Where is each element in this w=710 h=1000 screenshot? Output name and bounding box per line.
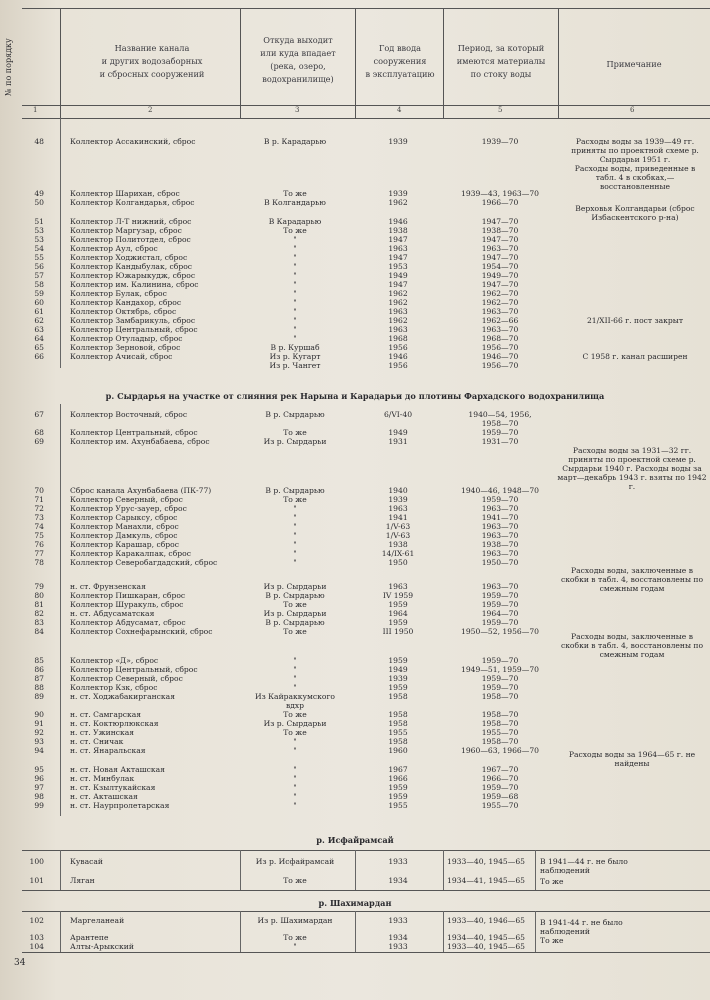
table-row: 86 Коллектор Центральный, сброс " 1949 1949—51, 1959—70 bbox=[34, 665, 539, 674]
header-divider bbox=[60, 8, 61, 118]
table-row: 61 Коллектор Октябрь, сброс " 1963 1963—70 bbox=[34, 307, 519, 316]
table-row: 57 Коллектор Южарыкудж, сброс " 1949 1949—70 bbox=[34, 271, 519, 280]
table-row: 79 н. ст. Фрунзенская Из р. Сырдарьи 1963 1963—70 bbox=[34, 582, 519, 591]
header-col-year: Год ввода сооружения в эксплуатацию bbox=[365, 43, 435, 79]
table-row: 77 Коллектор Каракалпак, сброс " 14/IX-61 1963—70 bbox=[34, 549, 519, 558]
table-row: 93 н. ст. Сничак " 1958 1958—70 bbox=[34, 737, 519, 746]
header-divider bbox=[240, 8, 241, 118]
column-number: 3 bbox=[295, 106, 300, 114]
table-row: 96 н. ст. Минбулак " 1966 1966—70 bbox=[34, 774, 519, 783]
table-row: 82 н. ст. Абдусаматская Из р. Сырдарьи 1964 1964—70 bbox=[34, 609, 519, 618]
table-row: 51 Коллектор Л-Т нижний, сброс В Карадарью 1946 1947—70 bbox=[34, 217, 519, 226]
table-row: 60 Коллектор Кандахор, сброс " 1962 1962—70 bbox=[34, 298, 519, 307]
table-row: 48 Коллектор Ассакинский, сброс В р. Карадарью 1939 1939—70 bbox=[34, 137, 519, 146]
table-row: 62 Коллектор Замбарикуль, сброс " 1962 1962—66 bbox=[34, 316, 519, 325]
table-row: 84 Коллектор Сохнефарынский, сброс То же III 1950 1950—52, 1956—70 bbox=[34, 627, 539, 636]
table-row: 92 н. ст. Ужинская То же 1955 1955—70 bbox=[34, 728, 519, 737]
table-row: 99 н. ст. Науpпролетарская " 1955 1955—70 bbox=[34, 801, 519, 810]
note: С 1958 г. канал расширен bbox=[582, 352, 688, 361]
table-row: 53 Коллектор Политотдел, сброс " 1947 1947—70 bbox=[34, 235, 519, 244]
note: Расходы воды за 1931—32 гг. приняты по проектной схеме р. Сырдарьи 1940 г. Расходы воды за март—декабрь 1943 г. взяты по 1942 г. bbox=[557, 446, 707, 491]
table-row: 58 Коллектор им. Калинина, сброс " 1947 1947—70 bbox=[34, 280, 519, 289]
table-row: 75 Коллектор Дамкуль, сброс " 1/V-63 1963—70 bbox=[34, 531, 519, 540]
header-col-source: Откуда выходит или куда впадает (река, озеро, водохранилище) bbox=[260, 35, 336, 84]
rule bbox=[22, 890, 710, 891]
column-number: 6 bbox=[630, 106, 635, 114]
table-row: 59 Коллектор Булак, сброс " 1962 1962—70 bbox=[34, 289, 519, 298]
table-row: 78 Коллектор Северобагдадский, сброс " 1950 1950—70 bbox=[34, 558, 519, 567]
note: Расходы воды за 1964—65 г. не найдены bbox=[568, 750, 696, 768]
note: То же bbox=[540, 877, 564, 886]
note: Расходы воды, заключенные в скобки в табл. 4, восстановлены по смежным годам bbox=[560, 566, 704, 593]
table-row: вдхр bbox=[285, 701, 305, 710]
table-row: 69 Коллектор им. Ахунбабаева, сброс Из р. Сырдарьи 1931 1931—70 bbox=[34, 437, 519, 446]
header-col-notes: Примечание bbox=[606, 59, 662, 69]
note: Верховья Колгандарьи (сброс Избаскентского р-на) bbox=[575, 204, 695, 222]
note: 21/XII-66 г. пост закрыт bbox=[586, 316, 684, 325]
table-row: 72 Коллектор Урус-зауер, сброс " 1963 1963—70 bbox=[34, 504, 519, 513]
note: Расходы воды, приведенные в табл. 4 в скобках,— восстановленные bbox=[574, 164, 696, 191]
table-row: 55 Коллектор Ходжистал, сброс " 1947 1947—70 bbox=[34, 253, 519, 262]
note: В 1941—44 г. не было наблюдений bbox=[540, 857, 628, 875]
table-row: 100 Кувасай Из р. Исфайрамсай 1933 1933—40, 1945—65 bbox=[29, 857, 525, 866]
rule bbox=[22, 952, 710, 953]
column-number: 1 bbox=[33, 106, 38, 114]
table-row: 54 Коллектор Аул, сброс " 1963 1963—70 bbox=[34, 244, 519, 253]
table-row: 87 Коллектор Северный, сброс " 1939 1959—70 bbox=[34, 674, 519, 683]
table-row: 103 Арантепе То же 1934 1934—40, 1945—65 bbox=[29, 933, 525, 942]
section-heading: р. Шахимардан bbox=[318, 898, 392, 908]
table-row: 53 Коллектор Маргузар, сброс То же 1938 1938—70 bbox=[34, 226, 519, 235]
table-row: 66 Коллектор Ачисай, сброс Из р. Кугарт 1946 1946—70 bbox=[34, 352, 519, 361]
note: То же bbox=[540, 936, 564, 945]
table-row: 71 Коллектор Северный, сброс То же 1939 1959—70 bbox=[34, 495, 519, 504]
table-row: 104 Алты-Арыкский " 1933 1933—40, 1945—65 bbox=[29, 942, 525, 951]
header-divider bbox=[355, 8, 356, 118]
column-number-row bbox=[22, 104, 710, 119]
table-row: 95 н. ст. Новая Акташская " 1967 1967—70 bbox=[34, 765, 519, 774]
table-row: 56 Коллектор Кандыбулак, сброс " 1953 1954—70 bbox=[34, 262, 519, 271]
header-divider bbox=[443, 8, 444, 118]
header-col-name: Название канала и других водозаборных и сбросных сооружений bbox=[99, 43, 205, 79]
table-row: 49 Коллектор Шарихан, сброс То же 1939 1939—43, 1963—70 bbox=[34, 189, 539, 198]
table-row: 98 н. ст. Акташская " 1959 1959—68 bbox=[34, 792, 519, 801]
header-col-period: Период, за который имеются материалы по стоку воды bbox=[456, 43, 546, 79]
table-row: 64 Коллектор Отуладыр, сброс " 1968 1968—70 bbox=[34, 334, 519, 343]
table-row: 97 н. ст. Кзылтукайская " 1959 1959—70 bbox=[34, 783, 519, 792]
table-row: 73 Коллектор Сарыксу, сброс " 1941 1941—70 bbox=[34, 513, 519, 522]
table-row: 88 Коллектор Кзк, сброс " 1959 1959—70 bbox=[34, 683, 519, 692]
table-row: 85 Коллектор «Д», сброс " 1959 1959—70 bbox=[34, 656, 519, 665]
table-row: 67 Коллектор Восточный, сброс В р. Сырдарью 6/VI-40 1940—54, 1956, bbox=[34, 410, 532, 419]
table-row: 94 н. ст. Янаральская " 1960 1960—63, 1966—70 bbox=[34, 746, 539, 755]
table-row: 50 Коллектор Колгандарья, сброс В Колгандарью 1962 1966—70 bbox=[34, 198, 519, 207]
section-heading: р. Исфайрамсай bbox=[316, 835, 394, 845]
note: Расходы воды, заключенные в скобки в табл. 4, восстановлены по смежным годам bbox=[560, 632, 704, 659]
table-row: 89 н. ст. Ходжабакирганская Из Кайраккумского 1958 1958—70 bbox=[34, 692, 519, 701]
table-row: 1958—70 bbox=[481, 419, 519, 428]
table-row: 63 Коллектор Центральный, сброс " 1963 1963—70 bbox=[34, 325, 519, 334]
column-number: 2 bbox=[148, 106, 153, 114]
note: В 1941-44 г. не было наблюдений bbox=[540, 918, 623, 936]
table-row: 74 Коллектор Манахли, сброс " 1/V-63 1963—70 bbox=[34, 522, 519, 531]
table-row: 81 Коллектор Шуракуль, сброс То же 1959 1959—70 bbox=[34, 600, 519, 609]
header-col-number: № по порядку bbox=[4, 38, 13, 96]
table-row: 68 Коллектор Центральный, сброс То же 1949 1959—70 bbox=[34, 428, 519, 437]
section-heading: р. Сырдарья на участке от слияния рек Нарына и Карадарьи до плотины Фархадского водохранилища bbox=[105, 391, 605, 401]
page-number: 34 bbox=[14, 958, 26, 968]
table-row: Из р. Чангет 1956 1956—70 bbox=[269, 361, 519, 370]
table-row: 80 Коллектор Пишкаран, сброс В р. Сырдарью IV 1959 1959—70 bbox=[34, 591, 519, 600]
table-row: 70 Сброс канала Ахунбабаева (ПК-77) В р. Сырдарью 1940 1940—46, 1948—70 bbox=[34, 486, 539, 495]
column-number: 4 bbox=[397, 106, 402, 114]
note: Расходы воды за 1939—49 гг. приняты по проектной схеме р. Сырдарьи 1951 г. bbox=[571, 137, 699, 164]
table-row: 76 Коллектор Карашар, сброс " 1938 1938—70 bbox=[34, 540, 519, 549]
column-number: 5 bbox=[498, 106, 503, 114]
rule bbox=[22, 850, 710, 851]
table-row: 83 Коллектор Абдусамат, сброс В р. Сырдарью 1959 1959—70 bbox=[34, 618, 519, 627]
table-row: 101 Ляган То же 1934 1934—41, 1945—65 bbox=[29, 876, 525, 885]
table-row: 90 н. ст. Самгарская То же 1958 1958—70 bbox=[34, 710, 519, 719]
table-row: 102 Маргеланеай Из р. Шахимардан 1933 1933—40, 1946—65 bbox=[29, 916, 525, 925]
header-divider bbox=[558, 8, 559, 118]
rule bbox=[22, 911, 710, 912]
table-row: 91 н. ст. Коктюрлюкская Из р. Сырдарьи 1958 1958—70 bbox=[34, 719, 519, 728]
table-row: 65 Коллектор Зерновой, сброс В р. Куршаб 1956 1956—70 bbox=[34, 343, 519, 352]
